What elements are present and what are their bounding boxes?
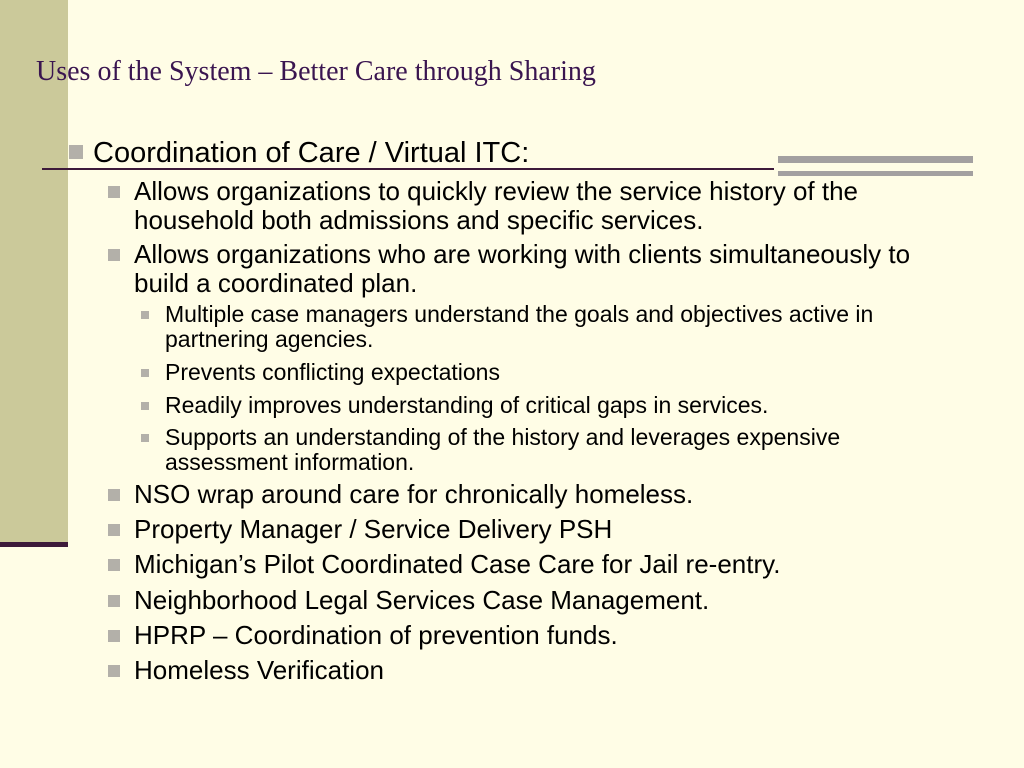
square-bullet-icon [108,595,120,607]
sub-bullet-item: Multiple case managers understand the goals and objectives active in partnering agencies. [165,301,874,352]
square-bullet-icon [108,186,120,198]
section-heading: Coordination of Care / Virtual ITC: [93,137,530,169]
square-bullet-icon [69,145,83,159]
sub-bullet-item: Prevents conflicting expectations [165,359,500,385]
square-bullet-icon [108,249,120,261]
bullet-item: Allows organizations to quickly review the service history of the household both admissions and specific services. [134,176,858,235]
square-bullet-icon [108,489,120,501]
bullet-item: Allows organizations who are working with clients simultaneously to build a coordinated plan. [134,239,911,298]
square-bullet-icon [108,524,120,536]
square-bullet-icon [108,665,120,677]
bullet-item: HPRP – Coordination of prevention funds. [134,620,618,650]
bullet-item: NSO wrap around care for chronically homeless. [134,479,694,509]
bullet-item: Homeless Verification [134,655,384,685]
square-bullet-icon [108,630,120,642]
bullet-item: Neighborhood Legal Services Case Management. [134,585,710,615]
sub-bullet-item: Supports an understanding of the history and leverages expensive assessment information. [165,424,841,475]
sub-bullet-item: Readily improves understanding of critical gaps in services. [165,392,769,418]
bullet-item: Michigan’s Pilot Coordinated Case Care for Jail re-entry. [134,549,781,579]
square-bullet-icon [108,559,120,571]
square-bullet-icon [141,434,149,442]
slide-title: Uses of the System – Better Care through Sharing [36,56,596,87]
bullet-item: Property Manager / Service Delivery PSH [134,514,613,544]
square-bullet-icon [141,311,149,319]
square-bullet-icon [141,402,149,410]
square-bullet-icon [141,369,149,377]
